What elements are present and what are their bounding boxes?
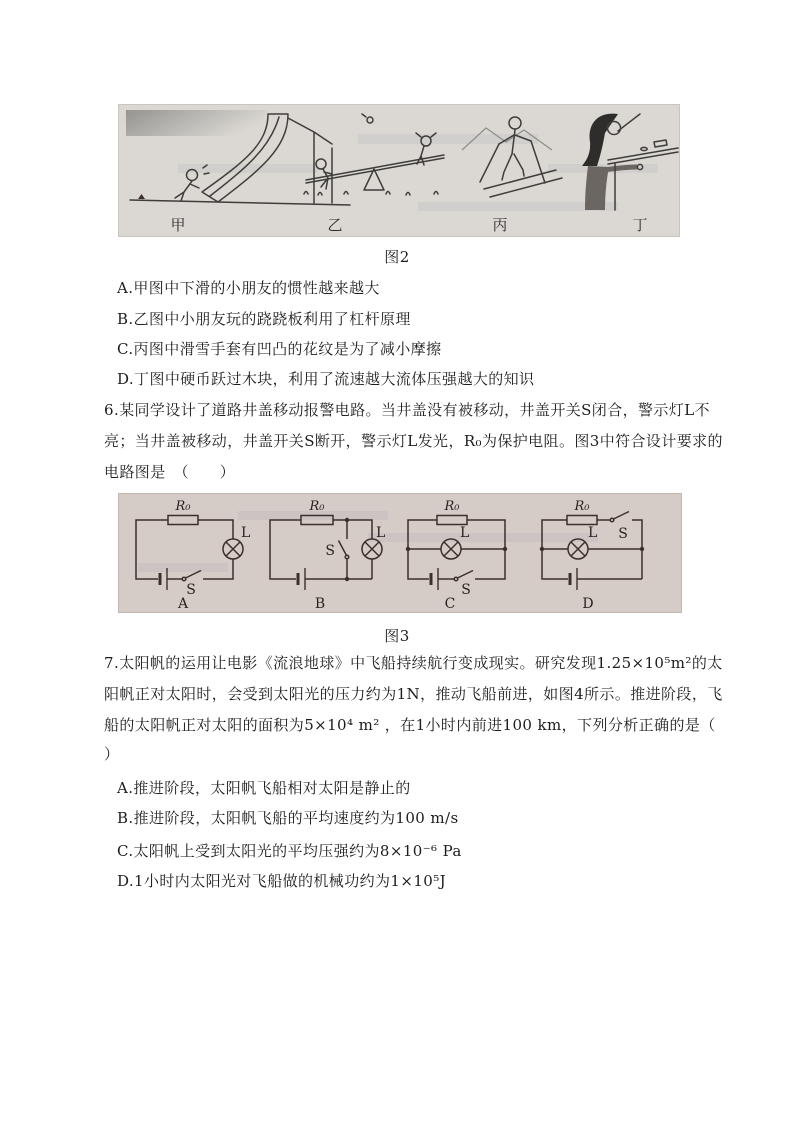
panel-label-bing: 丙	[492, 216, 508, 234]
switch-icon	[454, 571, 473, 581]
resistor-icon	[567, 516, 597, 525]
q5-option-d: D.丁图中硬币跃过木块，利用了流速越大流体压强越大的知识	[117, 370, 535, 388]
ground-mark	[138, 194, 145, 199]
circuit-label: A	[177, 596, 189, 612]
bleed-mark	[368, 533, 598, 542]
junction-dot	[540, 547, 544, 551]
resistor-label: R₀	[309, 499, 325, 514]
figure3-drawing	[118, 493, 682, 613]
wood-block	[654, 140, 667, 147]
junction-dot	[640, 547, 644, 551]
q6-line-3: 电路图是 （ ）	[104, 463, 236, 481]
child-left	[316, 159, 332, 189]
switch-icon	[339, 520, 349, 579]
flying-object	[367, 117, 373, 123]
circuit-label: D	[582, 596, 594, 612]
q7-line-4: ）	[104, 745, 120, 763]
q5-option-b: B.乙图中小朋友玩的跷跷板利用了杠杆原理	[117, 310, 411, 328]
q6-line-2: 亮；当井盖被移动，井盖开关S断开，警示灯L发光，R₀为保护电阻。图3中符合设计要求的	[104, 432, 723, 450]
panel-label-jia: 甲	[170, 216, 186, 234]
bleed-mark	[138, 563, 228, 572]
figure2-caption: 图2	[384, 248, 410, 266]
q7-line-1: 7.太阳帆的运用让电影《流浪地球》中飞船持续航行变成现实。研究发现1.25×10⁵m²的太	[104, 654, 723, 672]
q5-option-c: C.丙图中滑雪手套有凹凸的花纹是为了减小摩擦	[117, 340, 442, 358]
straw	[618, 114, 640, 131]
panel-label-ding: 丁	[632, 216, 648, 234]
bleed-mark	[178, 164, 318, 173]
battery-icon	[570, 568, 577, 590]
battery-icon	[431, 568, 438, 590]
lamp-label: L	[241, 525, 251, 541]
q7-option-c: C.太阳帆上受到太阳光的平均压强约为8×10⁻⁶ Pa	[117, 842, 462, 860]
switch-icon	[182, 571, 201, 581]
panel-label-yi: 乙	[327, 216, 343, 234]
battery-icon	[298, 568, 305, 590]
scene-table	[582, 114, 678, 210]
q5-option-a: A.甲图中下滑的小朋友的惯性越来越大	[117, 279, 380, 297]
q7-option-d: D.1小时内太阳光对飞船做的机械功约为1×10⁵J	[117, 872, 447, 890]
coin	[641, 147, 647, 150]
junction-dot	[503, 547, 507, 551]
circuit-d	[540, 499, 644, 612]
figure2-image	[118, 104, 680, 237]
resistor-label: R₀	[175, 499, 191, 514]
lamp-icon	[223, 539, 243, 559]
q7-option-a: A.推进阶段，太阳帆飞船相对太阳是静止的	[117, 779, 411, 797]
switch-label: S	[461, 582, 471, 598]
figure2-drawing	[118, 104, 680, 237]
circuit-c	[406, 499, 507, 612]
q7-line-2: 阳帆正对太阳时，会受到太阳光的压力约为1N，推动飞船前进，如图4所示。推进阶段，飞	[104, 685, 723, 703]
resistor-icon	[168, 516, 198, 525]
scene-slide	[126, 110, 350, 205]
lamp-label: L	[376, 525, 386, 541]
figure3-caption: 图3	[384, 627, 410, 645]
scan-smudge	[126, 110, 268, 136]
q7-option-b: B.推进阶段，太阳帆飞船的平均速度约为100 m/s	[117, 809, 459, 827]
lamp-label: L	[588, 525, 598, 541]
switch-label: S	[325, 543, 335, 559]
scene-skier	[462, 117, 562, 197]
resistor-icon	[437, 516, 467, 525]
circuit-a	[136, 499, 250, 612]
figure3-image	[118, 493, 682, 613]
resistor-label: R₀	[574, 499, 590, 514]
switch-label: S	[618, 526, 628, 542]
scene-seesaw	[304, 114, 444, 195]
arm	[604, 167, 637, 170]
q7-line-3: 船的太阳帆正对太阳的面积为5×10⁴ m² ，在1小时内前进100 km，下列分析正确的是（	[104, 716, 716, 734]
junction-dot	[406, 547, 410, 551]
lamp-label: L	[460, 525, 470, 541]
q6-line-1: 6.某同学设计了道路井盖移动报警电路。当井盖没有被移动，井盖开关S闭合，警示灯L不	[104, 401, 710, 419]
resistor-label: R₀	[444, 499, 460, 514]
switch-icon	[610, 512, 629, 522]
switch-label: S	[186, 582, 196, 598]
circuit-label: C	[444, 596, 456, 612]
circuit-label: B	[314, 596, 326, 612]
